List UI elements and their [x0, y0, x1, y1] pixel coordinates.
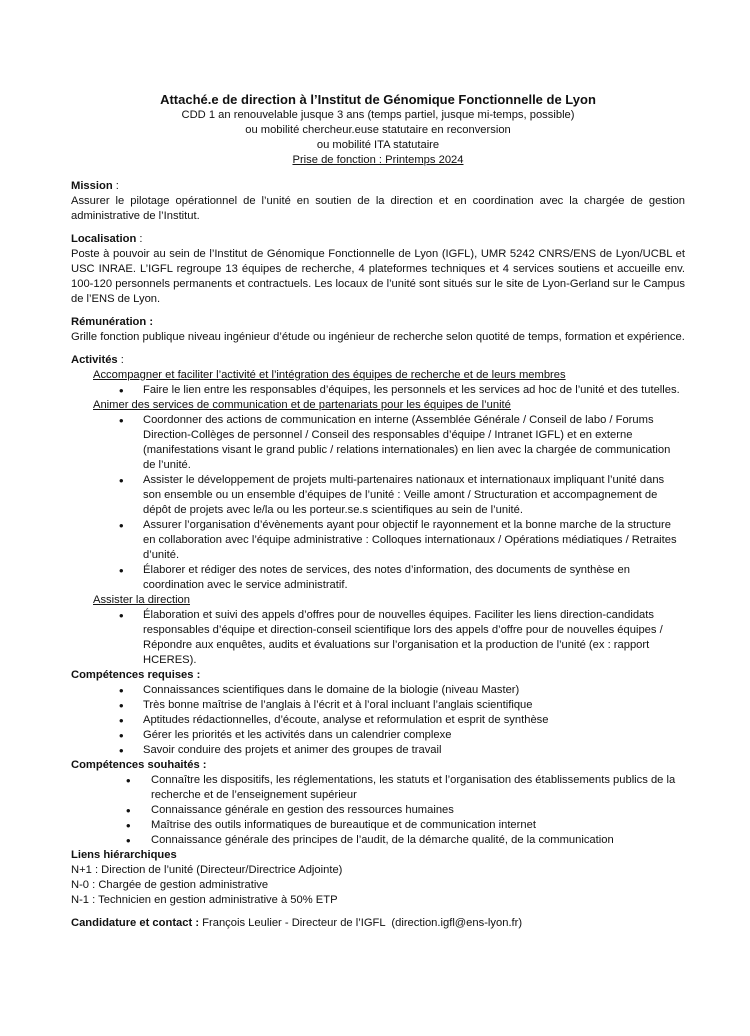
list-item: • Coordonner des actions de communication en interne (Assemblée Générale / Conseil de labo / Forums Direction-Collèges de personnel / Conseil des responsables d’équipe / Intranet IGFL) et en externe (manifestations visant le grand public / relations internationales) en lien avec la chargée de communication de l’unité. [71, 413, 685, 473]
mission-heading: Mission [71, 180, 113, 192]
list-item: • Gérer les priorités et les activités dans un calendrier complexe [71, 728, 685, 743]
activity-group-title: Accompagner et faciliter l’activité et l’intégration des équipes de recherche et de leurs membres [93, 369, 566, 381]
list-item: • Connaissance générale des principes de l’audit, de la démarche qualité, de la communication [71, 833, 685, 848]
required-skills-list [71, 683, 685, 758]
mission-section [71, 179, 685, 224]
remuneration-text: Grille fonction publique niveau ingénieur d’étude ou ingénieur de recherche selon quotité de temps, formation et expérience. [71, 331, 685, 343]
list-item: • Maîtrise des outils informatiques de bureautique et de communication internet [71, 818, 685, 833]
localisation-heading: Localisation [71, 233, 137, 245]
contract-type: CDD 1 an renouvelable jusque 3 ans (temps partiel, jusque mi-temps, possible) [181, 109, 575, 121]
list-item: • Élaboration et suivi des appels d’offres pour de nouvelles équipes. Faciliter les liens direction-candidats responsables d’équipe et direction-conseil scientifique lors des appels d’offre pour de nouvelles équipes / Répondre aux enquêtes, audits et évaluations sur l’organisation et la production de l’unité (ex : rapport HCERES). [71, 608, 685, 668]
activites-heading: Activités [71, 354, 118, 366]
hierarchy-heading: Liens hiérarchiques [71, 849, 177, 861]
activity-group-title: Animer des services de communication et de partenariats pour les équipes de l’unité [93, 399, 511, 411]
mobility-option-ita: ou mobilité ITA statutaire [316, 139, 440, 151]
activity-group-list [71, 608, 685, 668]
remuneration-heading: Rémunération : [71, 316, 154, 328]
activites-colon: : [117, 354, 124, 366]
hierarchy-section [71, 848, 685, 908]
list-item: • Connaissances scientifiques dans le domaine de la biologie (niveau Master) [71, 683, 685, 698]
activity-group-list [71, 383, 685, 398]
activity-group-list [71, 413, 685, 593]
list-item: • Connaissance générale en gestion des ressources humaines [71, 803, 685, 818]
list-item: • Très bonne maîtrise de l’anglais à l’écrit et à l’oral incluant l’anglais scientifique [71, 698, 685, 713]
job-posting-document [71, 91, 685, 931]
desired-skills-list [71, 773, 685, 848]
list-item: • Faire le lien entre les responsables d’équipes, les personnels et les services ad hoc de l’unité et des tutelles. [71, 383, 685, 398]
localisation-section [71, 232, 685, 307]
list-item: • Aptitudes rédactionnelles, d’écoute, analyse et reformulation et esprit de synthèse [71, 713, 685, 728]
localisation-text: Poste à pouvoir au sein de l’Institut de Génomique Fonctionnelle de Lyon (IGFL), UMR 5242 CNRS/ENS de Lyon/UCBL et USC INRAE. L’IGFL regroupe 13 équipes de recherche, 4 plateformes techniques et 4 services soutiens et accueille env. 100-120 personnels permanents et contractuels. Les locaux de l’unité sont situés sur le site de Lyon-Gerland sur le Campus de l’ENS de Lyon. [71, 248, 685, 305]
hierarchy-n-minus-1: N-1 : Technicien en gestion administrative à 50% ETP [71, 894, 338, 906]
hierarchy-n-plus-1: N+1 : Direction de l’unité (Directeur/Directrice Adjointe) [71, 864, 343, 876]
required-skills-section [71, 668, 685, 758]
contact-text: François Leulier - Directeur de l’IGFL (direction.igfl@ens-lyon.fr) [199, 917, 523, 929]
list-item: • Élaborer et rédiger des notes de services, des notes d’information, des documents de synthèse en coordination avec le service administratif. [71, 563, 685, 593]
start-date: Prise de fonction : Printemps 2024 [292, 154, 464, 166]
list-item: • Connaître les dispositifs, les réglementations, les statuts et l’organisation des établissements publics de la recherche et de l’enseignement supérieur [71, 773, 685, 803]
hierarchy-n-0: N-0 : Chargée de gestion administrative [71, 879, 269, 891]
localisation-colon: : [136, 233, 143, 245]
list-item: • Assister le développement de projets multi-partenaires nationaux et internationaux impliquant l’unité dans son ensemble ou un ensemble d’équipes de l’unité : Veille amont / Structuration et accompagnement de dépôt de projets avec le/la ou les porteur.se.s scientifiques au sein de l’unité. [71, 473, 685, 518]
mission-text: Assurer le pilotage opérationnel de l’unité en soutien de la direction et en coordination avec la chargée de gestion administrative de l’Institut. [71, 195, 685, 222]
required-skills-heading: Compétences requises : [71, 669, 201, 681]
desired-skills-heading: Compétences souhaités : [71, 759, 207, 771]
contact-section [71, 916, 685, 931]
contact-label: Candidature et contact : [71, 917, 200, 929]
activites-section [71, 353, 685, 668]
mission-colon: : [112, 180, 119, 192]
activity-group-title: Assister la direction [93, 594, 190, 606]
remuneration-section [71, 315, 685, 345]
document-title: Attaché.e de direction à l’Institut de Génomique Fonctionnelle de Lyon [160, 92, 596, 107]
mobility-option-researcher: ou mobilité chercheur.euse statutaire en reconversion [245, 124, 511, 136]
list-item: • Savoir conduire des projets et animer des groupes de travail [71, 743, 685, 758]
list-item: • Assurer l’organisation d’évènements ayant pour objectif le rayonnement et la bonne marche de la structure en collaboration avec l’équipe administrative : Colloques internationaux / Opérations médiatiques / Retraites d’unité. [71, 518, 685, 563]
desired-skills-section [71, 758, 685, 848]
